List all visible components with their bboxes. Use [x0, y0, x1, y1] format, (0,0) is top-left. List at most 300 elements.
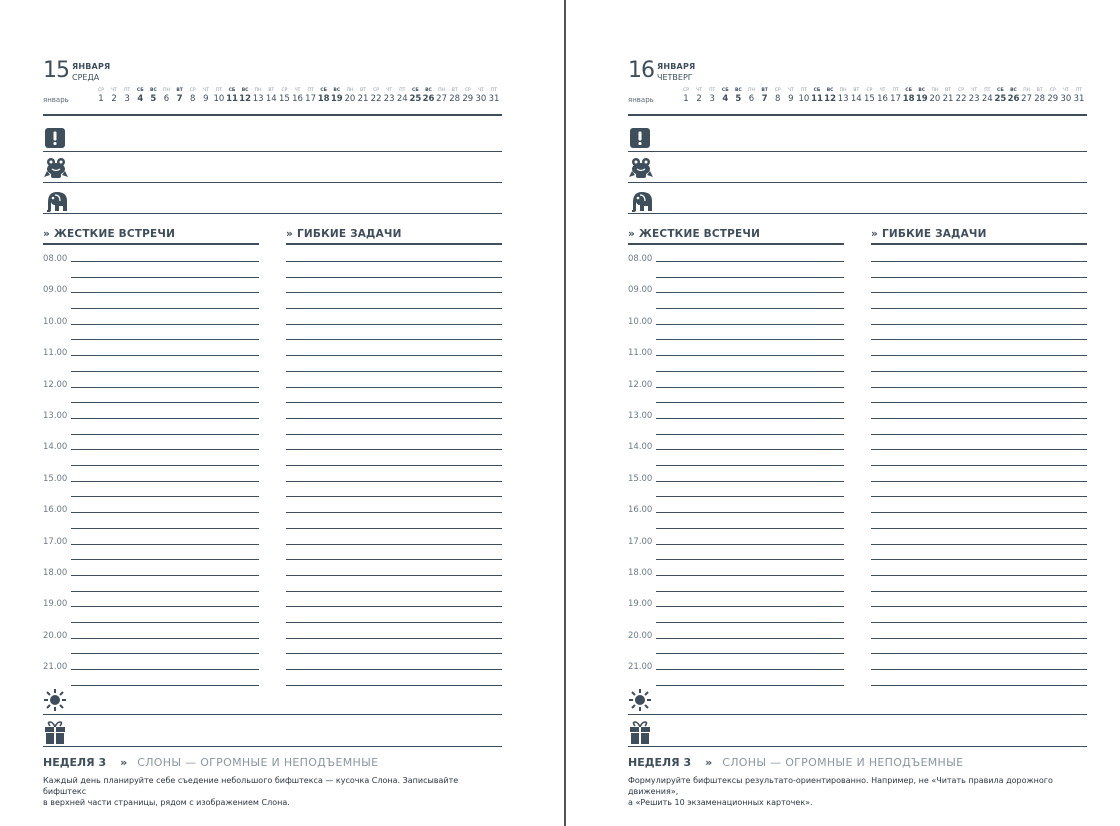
task-line[interactable] [871, 685, 1087, 686]
calendar-day [693, 88, 705, 105]
calendar-day [370, 88, 382, 105]
calendar-day [278, 88, 290, 105]
hour-label: 08.00 [43, 254, 68, 264]
meeting-line[interactable] [71, 669, 259, 670]
calendar-day-number: 25 [409, 94, 422, 104]
calendar-day-number: 24 [396, 94, 408, 104]
meeting-line[interactable] [71, 622, 259, 623]
date-month: ЯНВАРЯ [72, 62, 111, 71]
calendar-day [396, 88, 408, 105]
calendar-day [785, 88, 797, 105]
meeting-line[interactable] [71, 638, 259, 639]
meeting-line[interactable] [71, 496, 259, 497]
calendar-day-weekday: ПТ [892, 88, 899, 93]
calendar-day-number: 6 [748, 94, 755, 104]
calendar-day [318, 88, 330, 105]
meeting-line[interactable] [71, 606, 259, 607]
calendar-day-number: 21 [942, 94, 954, 104]
task-line[interactable] [871, 355, 1087, 356]
calendar-day [462, 88, 474, 105]
calendar-day [680, 88, 692, 105]
calendar-day-weekday: ВС [333, 88, 341, 93]
frog-line [43, 182, 502, 183]
calendar-day-weekday: СБ [721, 88, 729, 93]
sun-icon [629, 689, 653, 713]
task-line[interactable] [286, 308, 502, 309]
hour-label: 13.00 [628, 411, 653, 421]
calendar-day-number: 17 [305, 94, 316, 104]
sun-icon [44, 689, 68, 713]
calendar-day [161, 88, 173, 105]
calendar-day-weekday: ВС [735, 88, 742, 93]
calendar-day-weekday: СР [958, 88, 965, 93]
task-line[interactable] [871, 559, 1087, 560]
calendar-day-weekday: ЧТ [111, 88, 118, 93]
calendar-day [719, 88, 731, 105]
task-line[interactable] [871, 512, 1087, 513]
calendar-day-number: 16 [292, 94, 303, 104]
calendar-day [344, 88, 356, 105]
meeting-line[interactable] [656, 481, 844, 482]
header-rule [628, 114, 1087, 116]
task-line[interactable] [286, 606, 502, 607]
week-theme: СЛОНЫ — ОГРОМНЫЕ И НЕПОДЪЕМНЫЕ [137, 756, 379, 769]
calendar-day-number: 26 [422, 94, 435, 104]
calendar-day [1073, 88, 1085, 105]
hour-label: 12.00 [628, 379, 653, 390]
hour-label: 13.00 [43, 411, 68, 421]
task-line[interactable] [871, 434, 1087, 435]
task-line[interactable] [286, 434, 502, 435]
calendar-day [890, 88, 902, 105]
task-line[interactable] [286, 685, 502, 686]
meeting-line[interactable] [71, 402, 259, 403]
calendar-day [226, 88, 238, 105]
task-line[interactable] [871, 544, 1087, 545]
calendar-day [488, 88, 500, 105]
calendar-day-weekday: ЧТ [202, 88, 209, 93]
task-line[interactable] [871, 606, 1087, 607]
task-line[interactable] [286, 559, 502, 560]
calendar-day-number: 10 [213, 94, 225, 104]
meeting-line[interactable] [656, 528, 844, 529]
meeting-line[interactable] [656, 355, 844, 356]
meeting-line[interactable] [656, 324, 844, 325]
task-line[interactable] [286, 387, 502, 388]
calendar-day [95, 88, 107, 105]
calendar-day-number: 17 [890, 94, 901, 104]
meeting-line[interactable] [656, 387, 844, 388]
calendar-day-number: 12 [239, 94, 252, 104]
meeting-line[interactable] [71, 449, 259, 450]
task-line[interactable] [286, 402, 502, 403]
hour-label: 16.00 [43, 505, 68, 516]
task-line[interactable] [871, 669, 1087, 670]
meeting-line[interactable] [71, 512, 259, 513]
date-month: ЯНВАРЯ [657, 62, 696, 71]
task-line[interactable] [871, 261, 1087, 262]
calendar-day-weekday: СР [866, 88, 873, 93]
calendar-day-number: 11 [226, 94, 238, 104]
calendar-day-weekday: ВС [826, 88, 834, 93]
meeting-line[interactable] [656, 496, 844, 497]
calendar-day-weekday: ВТ [945, 88, 951, 93]
calendar-day-weekday: СР [373, 88, 380, 93]
hour-label: 18.00 [43, 568, 68, 578]
hour-label: 09.00 [628, 285, 653, 296]
calendar-day-number: 29 [462, 94, 474, 104]
calendar-day-weekday: СБ [136, 88, 144, 93]
task-line[interactable] [871, 496, 1087, 497]
meeting-line[interactable] [71, 559, 259, 560]
meeting-line[interactable] [656, 465, 844, 466]
calendar-day-number: 8 [774, 94, 781, 104]
calendar-day [331, 88, 343, 105]
calendar-day-number: 1 [98, 94, 104, 104]
calendar-day-weekday: СР [1049, 88, 1056, 93]
meeting-line[interactable] [656, 591, 844, 592]
task-line[interactable] [871, 575, 1087, 576]
calendar-day-number: 1 [683, 94, 689, 104]
calendar-day-weekday: ВТ [451, 88, 458, 93]
calendar-day-weekday: ВС [241, 88, 249, 93]
task-line[interactable] [871, 653, 1087, 654]
meeting-line[interactable] [656, 638, 844, 639]
sun-line [628, 714, 1087, 715]
calendar-day-number: 22 [370, 94, 382, 104]
calendar-day-weekday: ЧТ [386, 88, 393, 93]
tip-text: Формулируйте бифштексы результато-ориентированно. Например, не «Читать правила дорожного движения», а «Решить 10 экзаменационных карточек». [628, 776, 1053, 807]
task-line[interactable] [286, 339, 502, 340]
meeting-line[interactable] [71, 387, 259, 388]
calendar-day-weekday: ВТ [853, 88, 860, 93]
task-line[interactable] [286, 544, 502, 545]
task-line[interactable] [871, 638, 1087, 639]
calendar-day-weekday: СР [189, 88, 196, 93]
calendar-day [877, 88, 889, 105]
calendar-day [1060, 88, 1072, 105]
meeting-line[interactable] [71, 544, 259, 545]
hard-meetings-rule [43, 243, 259, 245]
calendar-day [292, 88, 304, 105]
calendar-day-weekday: ПТ [124, 88, 131, 93]
hour-label: 16.00 [628, 505, 653, 516]
task-line[interactable] [286, 292, 502, 293]
calendar-day [863, 88, 875, 105]
calendar-day-weekday: ВС [150, 88, 157, 93]
calendar-day-number: 22 [955, 94, 967, 104]
task-line[interactable] [286, 418, 502, 419]
meeting-line[interactable] [656, 544, 844, 545]
calendar-day [746, 88, 758, 105]
meeting-line[interactable] [656, 277, 844, 278]
calendar-day-weekday: ПН [163, 88, 170, 93]
hard-meetings-rule [628, 243, 844, 245]
calendar-day-weekday: ПТ [307, 88, 314, 93]
calendar-day [252, 88, 264, 105]
meeting-line[interactable] [656, 653, 844, 654]
sun-line [43, 714, 502, 715]
calendar-day [732, 88, 744, 105]
elephant-icon [629, 189, 653, 213]
task-line[interactable] [286, 465, 502, 466]
hard-meetings-title: » ЖЕСТКИЕ ВСТРЕЧИ [628, 228, 761, 240]
calendar-day-weekday: ПТ [709, 88, 716, 93]
calendar-day [772, 88, 784, 105]
calendar-day-number: 19 [330, 94, 343, 104]
meeting-line[interactable] [656, 261, 844, 262]
calendar-day [942, 88, 954, 105]
task-line[interactable] [286, 653, 502, 654]
task-line[interactable] [286, 481, 502, 482]
flexible-tasks-rule [871, 243, 1087, 245]
calendar-day-number: 20 [344, 94, 356, 104]
task-line[interactable] [871, 465, 1087, 466]
calendar-day-weekday: ЧТ [879, 88, 886, 93]
calendar-day-weekday: ПН [748, 88, 755, 93]
meeting-line[interactable] [71, 481, 259, 482]
calendar-day-number: 29 [1047, 94, 1059, 104]
week-footer: НЕДЕЛЯ 3 » СЛОНЫ — ОГРОМНЫЕ И НЕПОДЪЕМНЫЕ [628, 756, 964, 769]
calendar-day-weekday: СР [774, 88, 781, 93]
flexible-tasks-title: » ГИБКИЕ ЗАДАЧИ [286, 228, 402, 240]
gift-line [628, 746, 1087, 747]
task-line[interactable] [871, 371, 1087, 372]
calendar-day-number: 23 [968, 94, 980, 104]
exclamation-icon [629, 127, 653, 151]
meeting-line[interactable] [656, 512, 844, 513]
task-line[interactable] [871, 308, 1087, 309]
calendar-day-number: 14 [265, 94, 277, 104]
calendar-day [108, 88, 120, 105]
calendar-day-number: 31 [488, 94, 500, 104]
priority-line [628, 151, 1087, 152]
calendar-day-weekday: ВТ [360, 88, 366, 93]
hour-label: 14.00 [628, 442, 653, 453]
meeting-line[interactable] [656, 606, 844, 607]
calendar-day [706, 88, 718, 105]
task-line[interactable] [286, 512, 502, 513]
hour-label: 11.00 [43, 348, 68, 359]
calendar-day [1008, 88, 1020, 105]
calendar-day [449, 88, 461, 105]
meeting-line[interactable] [71, 418, 259, 419]
calendar-day-number: 18 [902, 94, 915, 104]
meeting-line[interactable] [71, 685, 259, 686]
meeting-line[interactable] [71, 434, 259, 435]
calendar-day-weekday: ПТ [984, 88, 991, 93]
meeting-line[interactable] [656, 575, 844, 576]
meeting-line[interactable] [656, 685, 844, 686]
hour-label: 21.00 [628, 662, 653, 673]
meeting-line[interactable] [656, 339, 844, 340]
calendar-day-number: 5 [735, 94, 742, 104]
hour-label: 10.00 [628, 316, 653, 327]
calendar-day [383, 88, 395, 105]
meeting-line[interactable] [71, 528, 259, 529]
week-number: НЕДЕЛЯ 3 [628, 756, 692, 769]
task-line[interactable] [871, 402, 1087, 403]
calendar-day-weekday: ПТ [800, 88, 807, 93]
hour-label: 18.00 [628, 568, 653, 578]
calendar-day-weekday: ЧТ [971, 88, 978, 93]
calendar-day [1021, 88, 1033, 105]
task-line[interactable] [871, 622, 1087, 623]
task-line[interactable] [286, 324, 502, 325]
calendar-day-weekday: ВС [918, 88, 926, 93]
calendar-day [981, 88, 993, 105]
elephant-line [43, 213, 502, 214]
hour-label: 10.00 [43, 316, 68, 327]
elephant-line [628, 213, 1087, 214]
task-line[interactable] [286, 575, 502, 576]
calendar-day-number: 25 [994, 94, 1007, 104]
calendar-day-number: 9 [788, 94, 794, 104]
calendar-day-weekday: ПТ [490, 88, 498, 93]
task-line[interactable] [871, 387, 1087, 388]
calendar-day-number: 20 [929, 94, 941, 104]
calendar-day [968, 88, 980, 105]
calendar-day-number: 13 [252, 94, 264, 104]
meeting-line[interactable] [71, 653, 259, 654]
calendar-day-number: 27 [1021, 94, 1032, 104]
calendar-day-number: 28 [449, 94, 461, 104]
meeting-line[interactable] [656, 434, 844, 435]
task-line[interactable] [286, 638, 502, 639]
hour-label: 15.00 [628, 473, 653, 484]
calendar-day-number: 2 [696, 94, 702, 104]
calendar-day [475, 88, 487, 105]
tip-text: Каждый день планируйте себе съедение небольшого бифштекса — кусочка Слона. Записывайте бифштекс в верхней части страницы, рядом с изображением Слона. [43, 776, 459, 807]
calendar-day [824, 88, 836, 105]
calendar-day-weekday: ЧТ [696, 88, 703, 93]
calendar-day-number: 4 [137, 94, 144, 104]
meeting-line[interactable] [656, 292, 844, 293]
task-line[interactable] [286, 528, 502, 529]
calendar-day-weekday: ЧТ [1062, 88, 1069, 93]
calendar-day-number: 14 [850, 94, 862, 104]
task-line[interactable] [286, 449, 502, 450]
meeting-line[interactable] [71, 339, 259, 340]
task-line[interactable] [871, 528, 1087, 529]
task-line[interactable] [286, 669, 502, 670]
calendar-day-number: 6 [163, 94, 170, 104]
hour-label: 14.00 [43, 442, 68, 453]
meeting-line[interactable] [656, 402, 844, 403]
task-line[interactable] [286, 277, 502, 278]
task-line[interactable] [871, 292, 1087, 293]
hour-label: 15.00 [43, 473, 68, 484]
task-line[interactable] [286, 371, 502, 372]
task-line[interactable] [871, 324, 1087, 325]
meeting-line[interactable] [71, 277, 259, 278]
meeting-line[interactable] [71, 308, 259, 309]
calendar-day-number: 24 [981, 94, 993, 104]
meeting-line[interactable] [71, 355, 259, 356]
calendar-day-weekday: ВТ [268, 88, 275, 93]
meeting-line[interactable] [71, 292, 259, 293]
task-line[interactable] [286, 261, 502, 262]
calendar-day [147, 88, 159, 105]
hour-label: 17.00 [628, 536, 653, 547]
meeting-line[interactable] [656, 669, 844, 670]
calendar-day-weekday: СБ [997, 88, 1004, 93]
calendar-day [200, 88, 212, 105]
hour-label: 20.00 [628, 630, 653, 641]
calendar-day [759, 88, 771, 105]
calendar-day-number: 21 [357, 94, 369, 104]
meeting-line[interactable] [656, 371, 844, 372]
week-footer: НЕДЕЛЯ 3 » СЛОНЫ — ОГРОМНЫЕ И НЕПОДЪЕМНЫЕ [43, 756, 379, 769]
calendar-day-number: 7 [176, 94, 183, 104]
hour-label: 11.00 [628, 348, 653, 359]
meeting-line[interactable] [656, 449, 844, 450]
calendar-day [134, 88, 146, 105]
calendar-day-number: 10 [798, 94, 810, 104]
meeting-line[interactable] [656, 308, 844, 309]
calendar-day-number: 12 [824, 94, 837, 104]
hour-label: 17.00 [43, 536, 68, 547]
task-line[interactable] [286, 591, 502, 592]
calendar-day [929, 88, 941, 105]
calendar-day-weekday: СБ [320, 88, 328, 93]
meeting-line[interactable] [71, 465, 259, 466]
hour-label: 19.00 [43, 599, 68, 610]
calendar-day-weekday: ПН [1023, 88, 1030, 93]
calendar-day [1047, 88, 1059, 105]
task-line[interactable] [871, 591, 1087, 592]
meeting-line[interactable] [71, 575, 259, 576]
task-line[interactable] [871, 339, 1087, 340]
hour-label: 20.00 [43, 630, 68, 641]
calendar-day-number: 3 [709, 94, 715, 104]
calendar-day [903, 88, 915, 105]
calendar-day-number: 2 [111, 94, 117, 104]
meeting-line[interactable] [71, 591, 259, 592]
week-theme: СЛОНЫ — ОГРОМНЫЕ И НЕПОДЪЕМНЫЕ [722, 756, 964, 769]
calendar-day [850, 88, 862, 105]
task-line[interactable] [871, 277, 1087, 278]
calendar-day-weekday: ВС [1010, 88, 1017, 93]
calendar-day-weekday: ЧТ [477, 88, 484, 93]
calendar-day-number: 18 [317, 94, 330, 104]
calendar-day-weekday: СБ [412, 88, 419, 93]
calendar-day [811, 88, 823, 105]
calendar-day-number: 27 [436, 94, 447, 104]
meeting-line[interactable] [71, 261, 259, 262]
calendar-day [121, 88, 133, 105]
task-line[interactable] [286, 355, 502, 356]
exclamation-icon [44, 127, 68, 151]
calendar-day-number: 15 [278, 94, 290, 104]
task-line[interactable] [286, 496, 502, 497]
task-line[interactable] [871, 449, 1087, 450]
date-day-number: 16 [628, 58, 654, 83]
meeting-line[interactable] [71, 324, 259, 325]
meeting-line[interactable] [71, 371, 259, 372]
task-line[interactable] [871, 418, 1087, 419]
calendar-day-weekday: ПН [931, 88, 939, 93]
hour-label: 09.00 [43, 285, 68, 296]
meeting-line[interactable] [656, 418, 844, 419]
meeting-line[interactable] [656, 622, 844, 623]
task-line[interactable] [286, 622, 502, 623]
calendar-day-number: 11 [811, 94, 823, 104]
calendar-day-number: 15 [863, 94, 875, 104]
meeting-line[interactable] [656, 559, 844, 560]
calendar-day [436, 88, 448, 105]
task-line[interactable] [871, 481, 1087, 482]
